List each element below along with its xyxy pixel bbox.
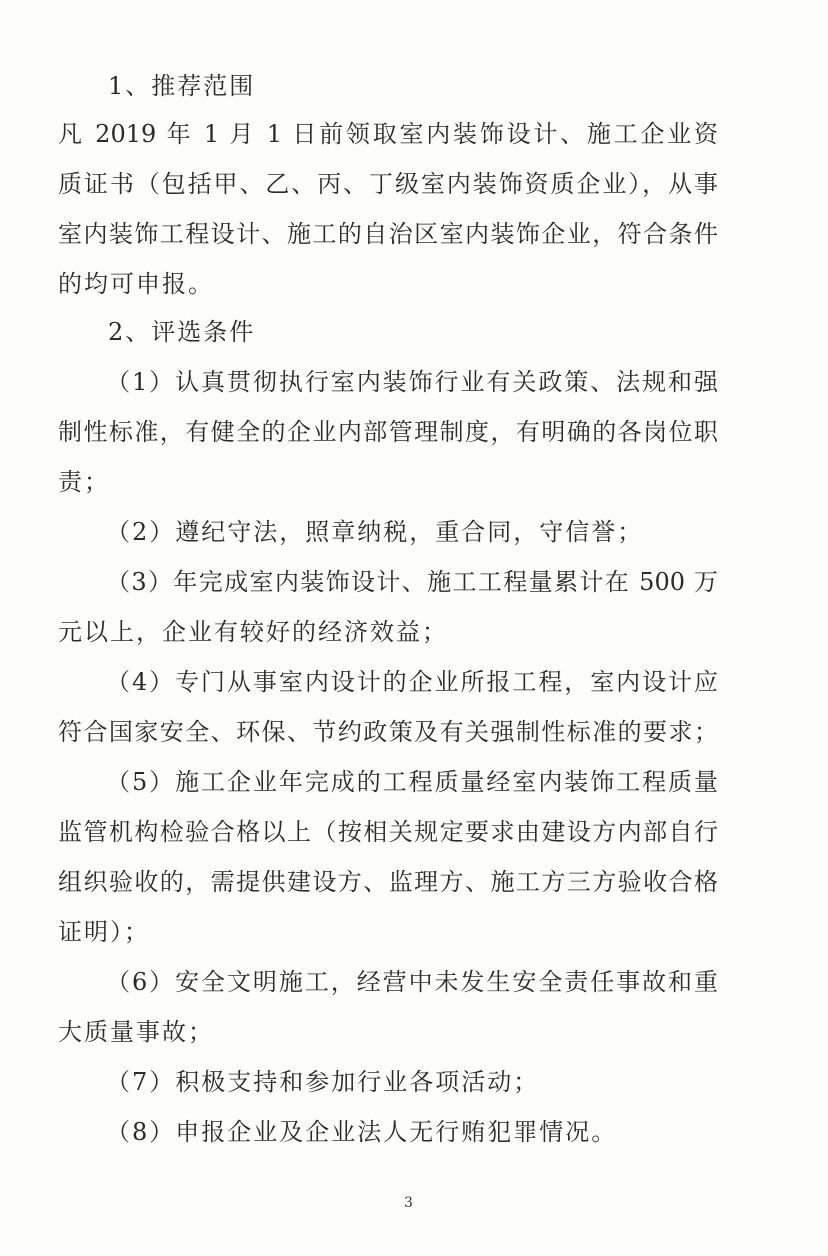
criteria-item-line: 符合国家安全、环保、节约政策及有关强制性标准的要求； <box>58 718 718 746</box>
criteria-item-line: （3）年完成室内装饰设计、施工工程量累计在 500 万 <box>106 568 718 596</box>
criteria-item-line: 大质量事故； <box>58 1018 214 1046</box>
criteria-item-line: 监管机构检验合格以上（按相关规定要求由建设方内部自行 <box>58 818 718 846</box>
criteria-item-line: 责； <box>58 468 110 496</box>
criteria-item-line: 制性标准，有健全的企业内部管理制度，有明确的各岗位职 <box>58 418 718 446</box>
section-heading-selection-criteria: 2、评选条件 <box>108 318 256 346</box>
paragraph-line: 的均可申报。 <box>58 270 214 298</box>
criteria-item-line: 证明）； <box>58 918 150 946</box>
criteria-item-line: （5）施工企业年完成的工程质量经室内装饰工程质量 <box>106 768 718 796</box>
criteria-item-line: （4）专门从事室内设计的企业所报工程，室内设计应 <box>106 668 718 696</box>
criteria-item-line: 组织验收的，需提供建设方、监理方、施工方三方验收合格 <box>58 868 718 896</box>
criteria-item-line: （6）安全文明施工，经营中未发生安全责任事故和重 <box>106 968 718 996</box>
page-number: 3 <box>404 1195 413 1211</box>
paragraph-line: 质证书（包括甲、乙、丙、丁级室内装饰资质企业），从事 <box>58 170 718 198</box>
criteria-item-line: （7）积极支持和参加行业各项活动； <box>106 1068 540 1096</box>
criteria-item-line: （8）申报企业及企业法人无行贿犯罪情况。 <box>106 1118 618 1146</box>
criteria-item-line: （2）遵纪守法，照章纳税，重合同，守信誉； <box>106 518 644 546</box>
paragraph-line: 凡 2019 年 1 月 1 日前领取室内装饰设计、施工企业资 <box>58 120 718 148</box>
section-heading-recommendation-scope: 1、推荐范围 <box>108 72 256 100</box>
paragraph-line: 室内装饰工程设计、施工的自治区室内装饰企业，符合条件 <box>58 220 718 248</box>
criteria-item-line: （1）认真贯彻执行室内装饰行业有关政策、法规和强 <box>106 368 718 396</box>
criteria-item-line: 元以上，企业有较好的经济效益； <box>58 618 448 646</box>
